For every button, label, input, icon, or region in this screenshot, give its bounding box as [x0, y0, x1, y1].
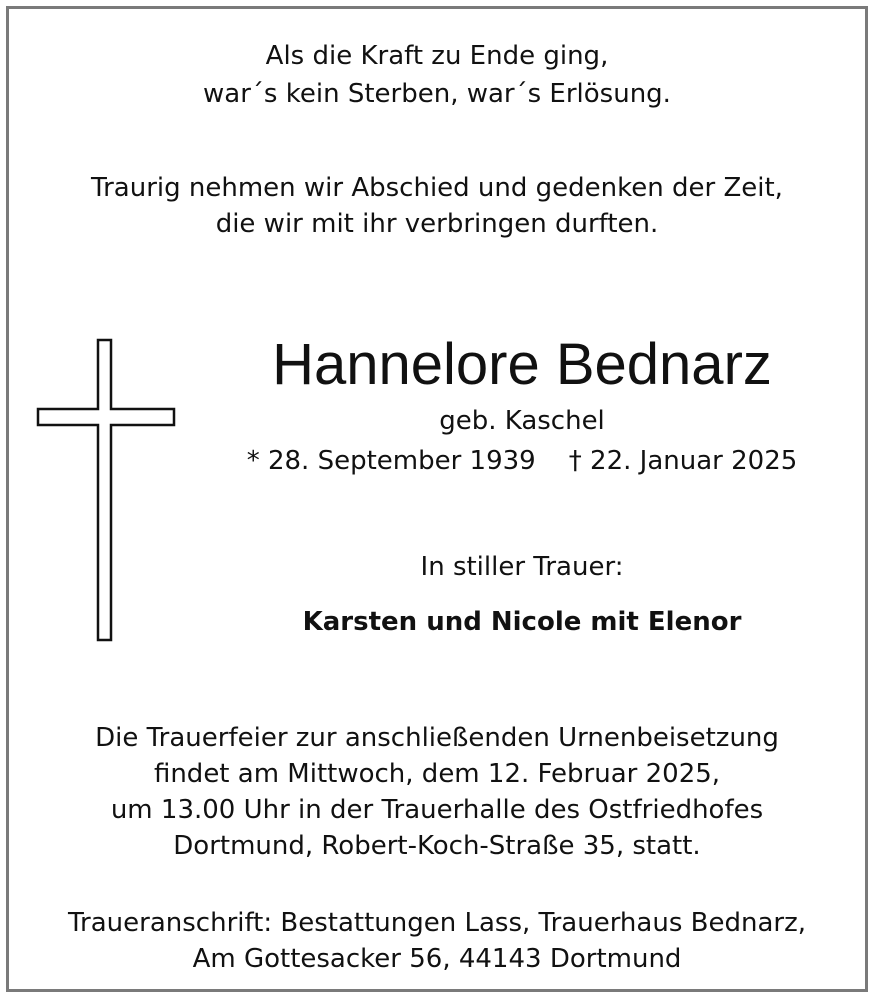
address-line-2: Am Gottesacker 56, 44143 Dortmund — [192, 944, 682, 974]
ceremony-line-3: um 13.00 Uhr in der Trauerhalle des Ostfriedhofes — [110, 795, 764, 825]
life-dates: * 28. September 1939 † 22. Januar 2025 — [246, 446, 798, 476]
ceremony-line-1: Die Trauerfeier zur anschließenden Urnenbeisetzung — [95, 723, 779, 753]
maiden-name: geb. Kaschel — [439, 406, 605, 436]
ceremony-line-4: Dortmund, Robert-Koch-Straße 35, statt. — [173, 831, 701, 861]
intro-line-1: Traurig nehmen wir Abschied und gedenken der Zeit, — [91, 173, 783, 203]
verse-line-2: war´s kein Sterben, war´s Erlösung. — [203, 79, 671, 109]
mourners: Karsten und Nicole mit Elenor — [302, 607, 742, 637]
verse-line-1: Als die Kraft zu Ende ging, — [265, 41, 609, 71]
address-line-1: Traueranschrift: Bestattungen Lass, Trauerhaus Bednarz, — [68, 908, 806, 938]
mourning-label: In stiller Trauer: — [420, 552, 624, 582]
deceased-name: Hannelore Bednarz — [272, 332, 772, 397]
intro-line-2: die wir mit ihr verbringen durften. — [215, 209, 659, 239]
ceremony-line-2: findet am Mittwoch, dem 12. Februar 2025, — [153, 759, 721, 789]
